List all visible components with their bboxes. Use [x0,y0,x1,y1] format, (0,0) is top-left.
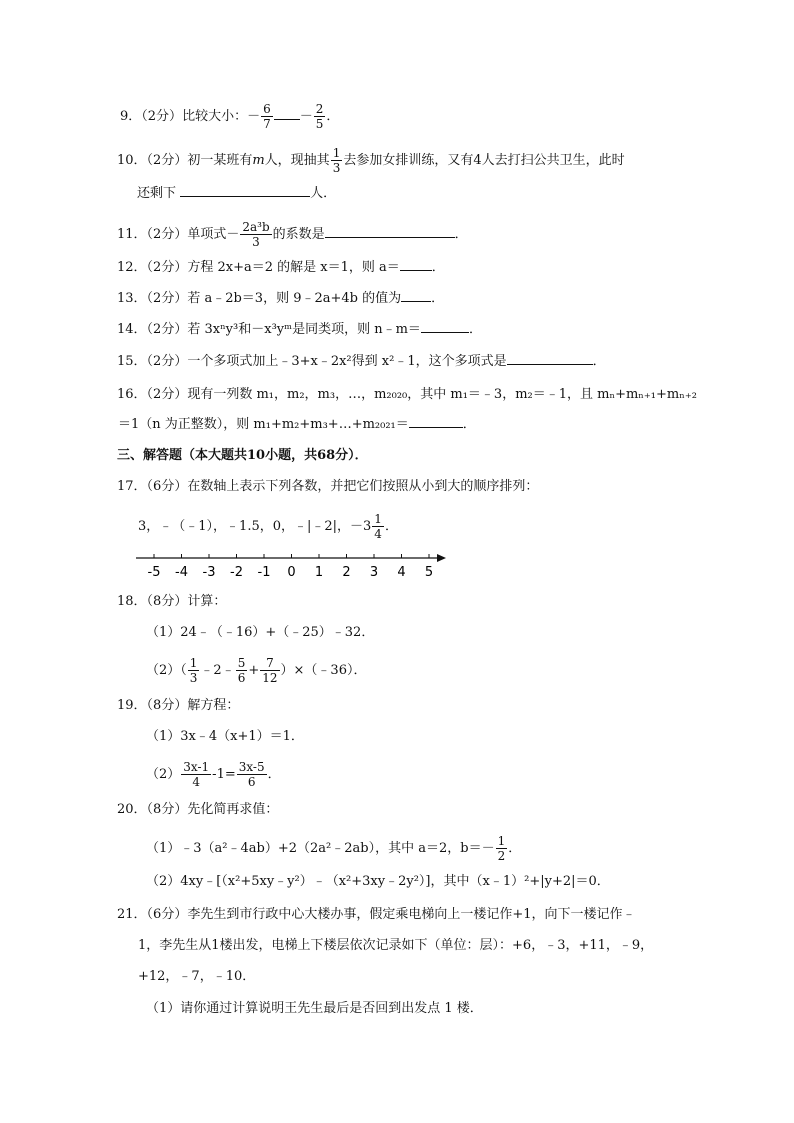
number-line-tick-label: 0 [287,565,296,580]
number-line-tick-label: 4 [397,565,406,580]
q21-line-3: +12，﹣7，﹣10． [138,969,256,984]
q19-part-2 [146,760,281,789]
q18-text: （2）（ [146,663,187,678]
question-12 [117,258,445,278]
question-15 [117,352,606,372]
number-line-tick-label: -3 [202,565,216,580]
q20-part-1 [146,834,521,863]
question-10 [117,146,625,175]
q13-score: （2分） [146,291,188,306]
q11-text: 单项式－ [187,227,240,242]
q10-text: 人． [310,186,337,201]
q18-text: 计算： [187,594,227,609]
q15-text: 一个多项式加上﹣3+x﹣2x²得到 x²﹣1，这个多项式是 [187,354,507,369]
period: ． [592,354,606,369]
question-19 [117,696,239,716]
question-17 [117,477,538,497]
q20-text: 先化简再求值： [187,802,279,817]
q18-text: + [248,663,260,678]
q19-text: ． [267,767,281,782]
q11-text: 的系数是 [272,227,325,242]
number-line-tick-label: -4 [175,565,188,580]
fraction: $\frac{1}{2}$ [497,834,506,863]
fraction: $\frac{6}{7}$ [263,102,271,131]
q18-part-2 [146,656,366,685]
fraction: $\frac{\text{2a³b}}{3}$ [242,220,270,249]
fraction: $\frac{7}{12}$ [262,656,278,685]
question-9 [120,102,339,131]
answer-blank [325,225,455,238]
period: ． [326,109,340,124]
q19-text: -1= [212,767,236,782]
q11-score: （2分） [146,227,188,242]
period: ． [462,417,476,432]
q13-number: 13． [117,291,147,306]
q19-text: 解方程： [187,698,240,713]
number-line-tick-label: 3 [369,565,379,580]
arrow-right-icon [437,554,446,562]
q12-text: 方程 2x+a＝2 的解是 x＝1，则 a＝ [187,260,400,275]
fraction: $\frac{2}{5}$ [315,102,324,131]
number-line-tick-label: 2 [342,565,351,580]
q10-text: 初一某班有 [187,153,253,168]
q20-text: ． [508,841,522,856]
q17-number: 17． [117,479,147,494]
q16-number: 16． [117,387,147,402]
question-11 [117,220,468,249]
q17-list: 3，﹣（﹣1），﹣1.5，0，﹣|﹣2|，－3 [138,519,372,534]
q9-score: （2分） [141,109,183,124]
period: ． [431,260,445,275]
fraction: $\frac{5}{6}$ [237,656,246,685]
answer-blank [401,289,431,302]
q13-text: 若 a﹣2b＝3，则 9﹣2a+4b 的值为 [187,291,402,306]
q20-text: （1）﹣3（a²﹣4ab）+2（2a²﹣2ab），其中 a＝2，b＝－ [146,841,495,856]
fraction: $\frac{1}{3}$ [332,146,341,175]
q18-part-1: （1）24﹣（﹣16）+（﹣25）﹣32． [146,625,375,640]
question-14 [117,320,482,340]
q21-number: 21． [117,907,147,922]
q15-score: （2分） [146,354,188,369]
variable-m: m [252,153,265,168]
q12-score: （2分） [146,260,188,275]
q9-sign-1: － [247,109,261,124]
q10-text: 去参加女排训练，又有4人去打扫公共卫生，此时 [343,153,625,168]
period: ． [454,227,468,242]
fraction: $\frac{3x-1}{4}$ [183,760,210,789]
q20-score: （8分） [146,802,188,817]
q18-number: 18． [117,594,147,609]
q16-text: ＝1（n 为正整数），则 m₁+m₂+m₃+…+m₂₀₂₁＝ [118,417,409,432]
q19-text: （2） [146,767,181,782]
q19-score: （8分） [146,698,188,713]
answer-blank [409,415,463,428]
q10-text: 还剩下 [137,186,177,201]
q11-number: 11． [117,227,147,242]
q9-sign-2: － [299,109,313,124]
question-16-line-2 [118,415,476,435]
q14-score: （2分） [146,322,188,337]
q10-text: 人，现抽其 [264,153,330,168]
answer-blank [180,184,310,197]
fraction: $\frac{1}{3}$ [189,656,198,685]
fraction: $\frac{1}{4}$ [374,512,382,541]
q20-number: 20． [117,802,147,817]
question-21 [117,905,636,925]
q21-score: （6分） [146,907,188,922]
question-10-line-2 [137,184,336,204]
period: ． [384,519,398,534]
q18-text: ﹣2﹣ [200,663,235,678]
q21-part-1: （1）请你通过计算说明王先生最后是否回到出发点 1 楼． [146,1001,483,1016]
answer-blank [507,352,593,365]
number-line-tick-label: -5 [147,565,161,580]
q10-number: 10． [117,153,147,168]
q14-text: 若 3xⁿy³和－x³yᵐ是同类项，则 n﹣m＝ [187,322,421,337]
q20-part-2: （2）4xy﹣[（x²+5xy﹣y²）﹣（x²+3xy﹣2y²）]，其中（x﹣1）²+|y+2|＝0． [146,874,610,889]
question-16 [117,385,697,405]
q19-number: 19． [117,698,147,713]
question-13 [117,289,444,309]
q21-text: 李先生到市行政中心大楼办事，假定乘电梯向上一楼记作+1，向下一楼记作﹣ [187,907,636,922]
number-line-tick-label: -2 [230,565,243,580]
q10-score: （2分） [146,153,188,168]
q18-score: （8分） [146,594,188,609]
period: ． [468,322,482,337]
number-line-tick-label: 1 [314,565,324,580]
answer-blank [274,107,300,120]
number-line-tick-label: 5 [424,565,434,580]
answer-blank [421,320,469,333]
q12-number: 12． [117,260,147,275]
number-line-tick-label: -1 [257,565,271,580]
q16-text: 现有一列数 m₁，m₂，m₃，…，m₂₀₂₀，其中 m₁＝﹣3，m₂＝﹣1，且 mₙ+mₙ₊₁+mₙ₊₂ [187,387,697,402]
q17-score: （6分） [146,479,188,494]
q9-text: 比较大小： [182,109,248,124]
q14-number: 14． [117,322,147,337]
answer-blank [400,258,432,271]
question-20 [117,800,278,820]
q21-line-2: 1，李先生从1楼出发，电梯上下楼层依次记录如下（单位：层）：+6，﹣3，+11，﹣9， [138,938,654,953]
period: ． [431,291,445,306]
number-line [134,548,454,584]
q19-part-1: （1）3x﹣4（x+1）＝1． [146,729,304,744]
q18-text: ）×（﹣36）． [280,663,367,678]
section-heading: 三、解答题（本大题共10小题，共68分）． [117,448,368,463]
question-18 [117,592,226,612]
q9-number: 9． [120,109,142,124]
q17-text: 在数轴上表示下列各数，并把它们按照从小到大的顺序排列： [187,479,539,494]
q15-number: 15． [117,354,147,369]
fraction: $\frac{3x-5}{6}$ [238,760,265,789]
q16-score: （2分） [146,387,188,402]
q17-number-list [138,512,398,541]
